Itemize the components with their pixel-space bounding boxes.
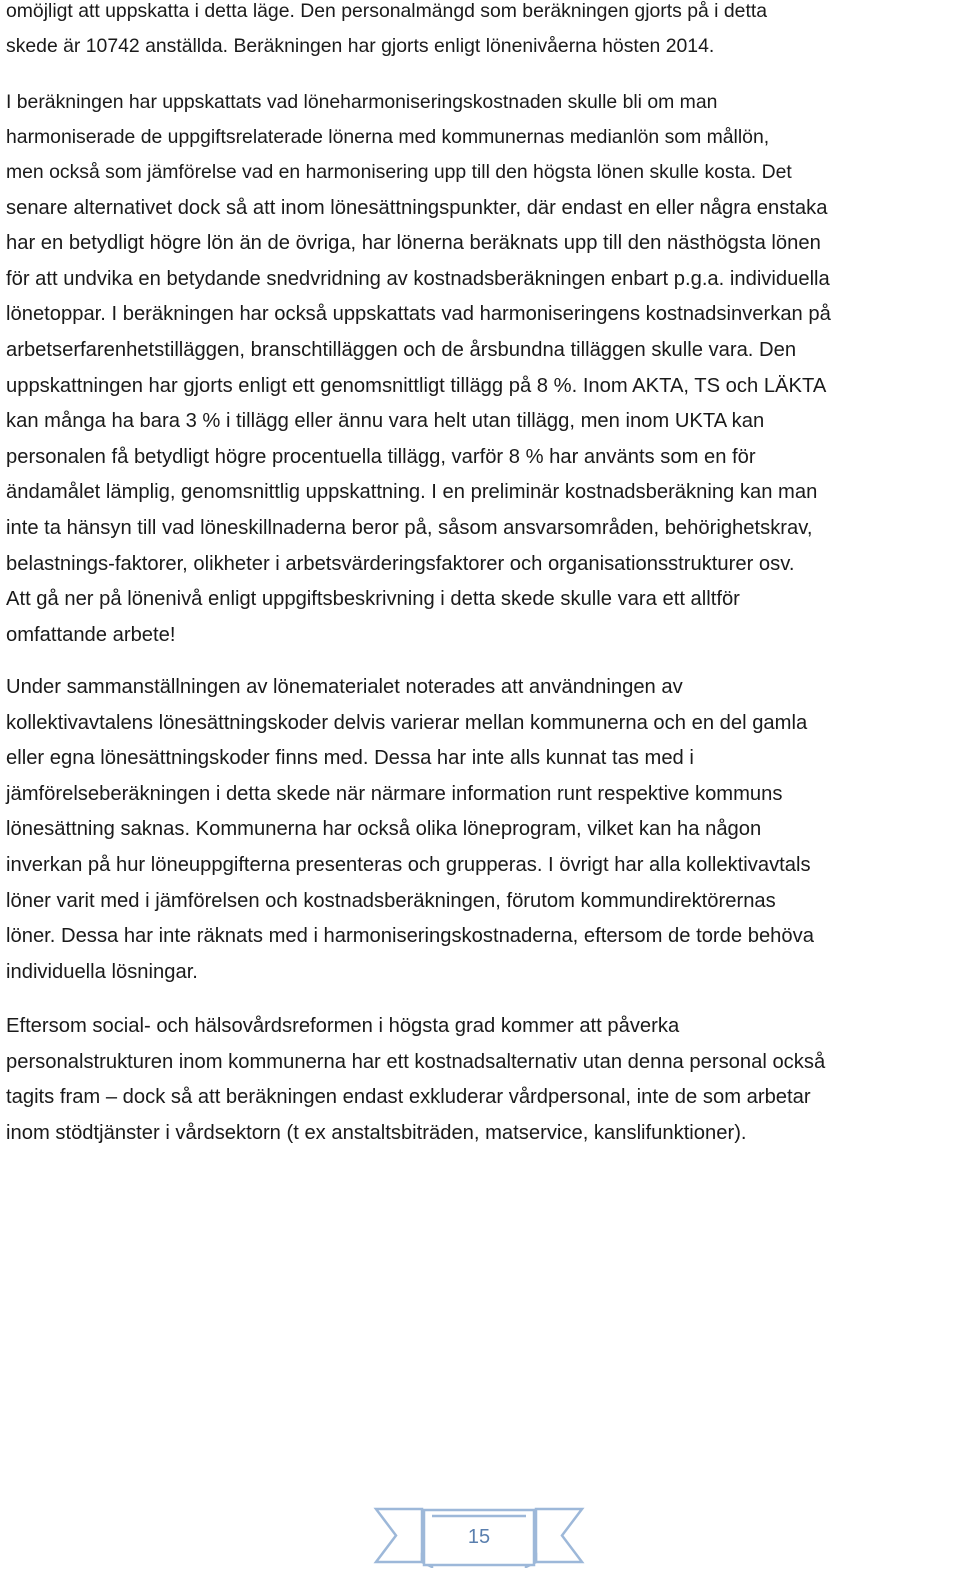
text-line: har en betydligt högre lön än de övriga, har lönerna beräknats upp till den nästhögsta lönen (6, 232, 821, 255)
text-line: omöjligt att uppskatta i detta läge. Den personalmängd som beräkningen gjorts på i detta (6, 0, 768, 22)
text-line: eller egna lönesättningskoder finns med. Dessa har inte alls kunnat tas med i (6, 747, 694, 770)
text-line: Under sammanställningen av lönematerialet noterades att användningen av (6, 676, 683, 698)
text-line (6, 155, 831, 190)
text-line: inte ta hänsyn till vad löneskillnaderna beror på, såsom ansvarsområden, behörighetskrav, (6, 516, 813, 539)
text-line: för att undvika en betydande snedvridning av kostnadsberäkningen enbart p.g.a. individuella (6, 267, 830, 290)
text-line: inom stödtjänster i vårdsektorn (t ex anstaltsbiträden, matservice, kanslifunktioner). (6, 1121, 747, 1144)
text-line: arbetserfarenhetstilläggen, branschtilläggen och de årsbundna tilläggen skulle vara. Den (6, 338, 797, 361)
text-line: ändamålet lämplig, genomsnittlig uppskattning. I en preliminär kostnadsberäkning kan man (6, 481, 818, 504)
text-line: lönesättning saknas. Kommunerna har också olika löneprogram, vilket kan ha någon (6, 818, 762, 841)
text-line: personalen få betydligt högre procentuella tillägg, varför 8 % har använts som en för (6, 445, 756, 468)
text-line: uppskattningen har gjorts enligt ett genomsnittligt tillägg på 8 %. Inom AKTA, TS och LÄKTA (6, 374, 827, 397)
page-number-badge (372, 1506, 586, 1568)
paragraph-1 (6, 0, 767, 64)
text-line: individuella lösningar. (6, 960, 198, 983)
text-line: senare alternativet dock så att inom lönesättningspunkter, där endast en eller några enstaka (6, 196, 828, 219)
text-line: belastnings-faktorer, olikheter i arbetsvärderingsfaktorer och organisationsstrukturer osv. (6, 552, 795, 575)
text-line: tagits fram – dock så att beräkningen endast exkluderar vårdpersonal, inte de som arbetar (6, 1086, 811, 1109)
text-fragment: men också som jämförelse vad en harmonisering upp till den högsta lönen skulle kosta. (6, 161, 757, 184)
text-line: kan många ha bara 3 % i tillägg eller ännu vara helt utan tillägg, men inom UKTA kan (6, 410, 765, 433)
text-line: Eftersom social- och hälsovårdsreformen i högsta grad kommer att påverka (6, 1015, 680, 1037)
text-line: jämförelseberäkningen i detta skede när närmare information runt respektive kommuns (6, 782, 783, 805)
paragraph-2 (6, 85, 831, 653)
text-line: lönetoppar. I beräkningen har också uppskattats vad harmoniseringens kostnadsinverkan på (6, 303, 831, 326)
paragraph-3 (6, 670, 814, 990)
text-line: skede är 10742 anställda. Beräkningen har gjorts enligt lönenivåerna hösten 2014. (6, 35, 715, 58)
text-line: löner varit med i jämförelsen och kostnadsberäkningen, förutom kommundirektörernas (6, 889, 776, 912)
text-line: Att gå ner på lönenivå enligt uppgiftsbeskrivning i detta skede skulle vara ett alltför (6, 588, 740, 611)
text-line: personalstrukturen inom kommunerna har ett kostnadsalternativ utan denna personal också (6, 1050, 826, 1073)
page-number: 15 (467, 1525, 491, 1548)
text-line: harmoniserade de uppgiftsrelaterade lönerna med kommunernas medianlön som mållön, (6, 126, 770, 149)
text-line: löner. Dessa har inte räknats med i harmoniseringskostnaderna, eftersom de torde behöva (6, 925, 814, 948)
text-fragment: Det (761, 161, 792, 184)
text-line: omfattande arbete! (6, 623, 176, 646)
paragraph-4 (6, 1009, 825, 1151)
text-line: kollektivavtalens lönesättningskoder delvis varierar mellan kommunerna och en del gamla (6, 711, 808, 734)
text-line: inverkan på hur löneuppgifterna presenteras och grupperas. I övrigt har alla kollektivavtals (6, 853, 811, 876)
text-line: I beräkningen har uppskattats vad löneharmoniseringskostnaden skulle bli om man (6, 91, 718, 113)
